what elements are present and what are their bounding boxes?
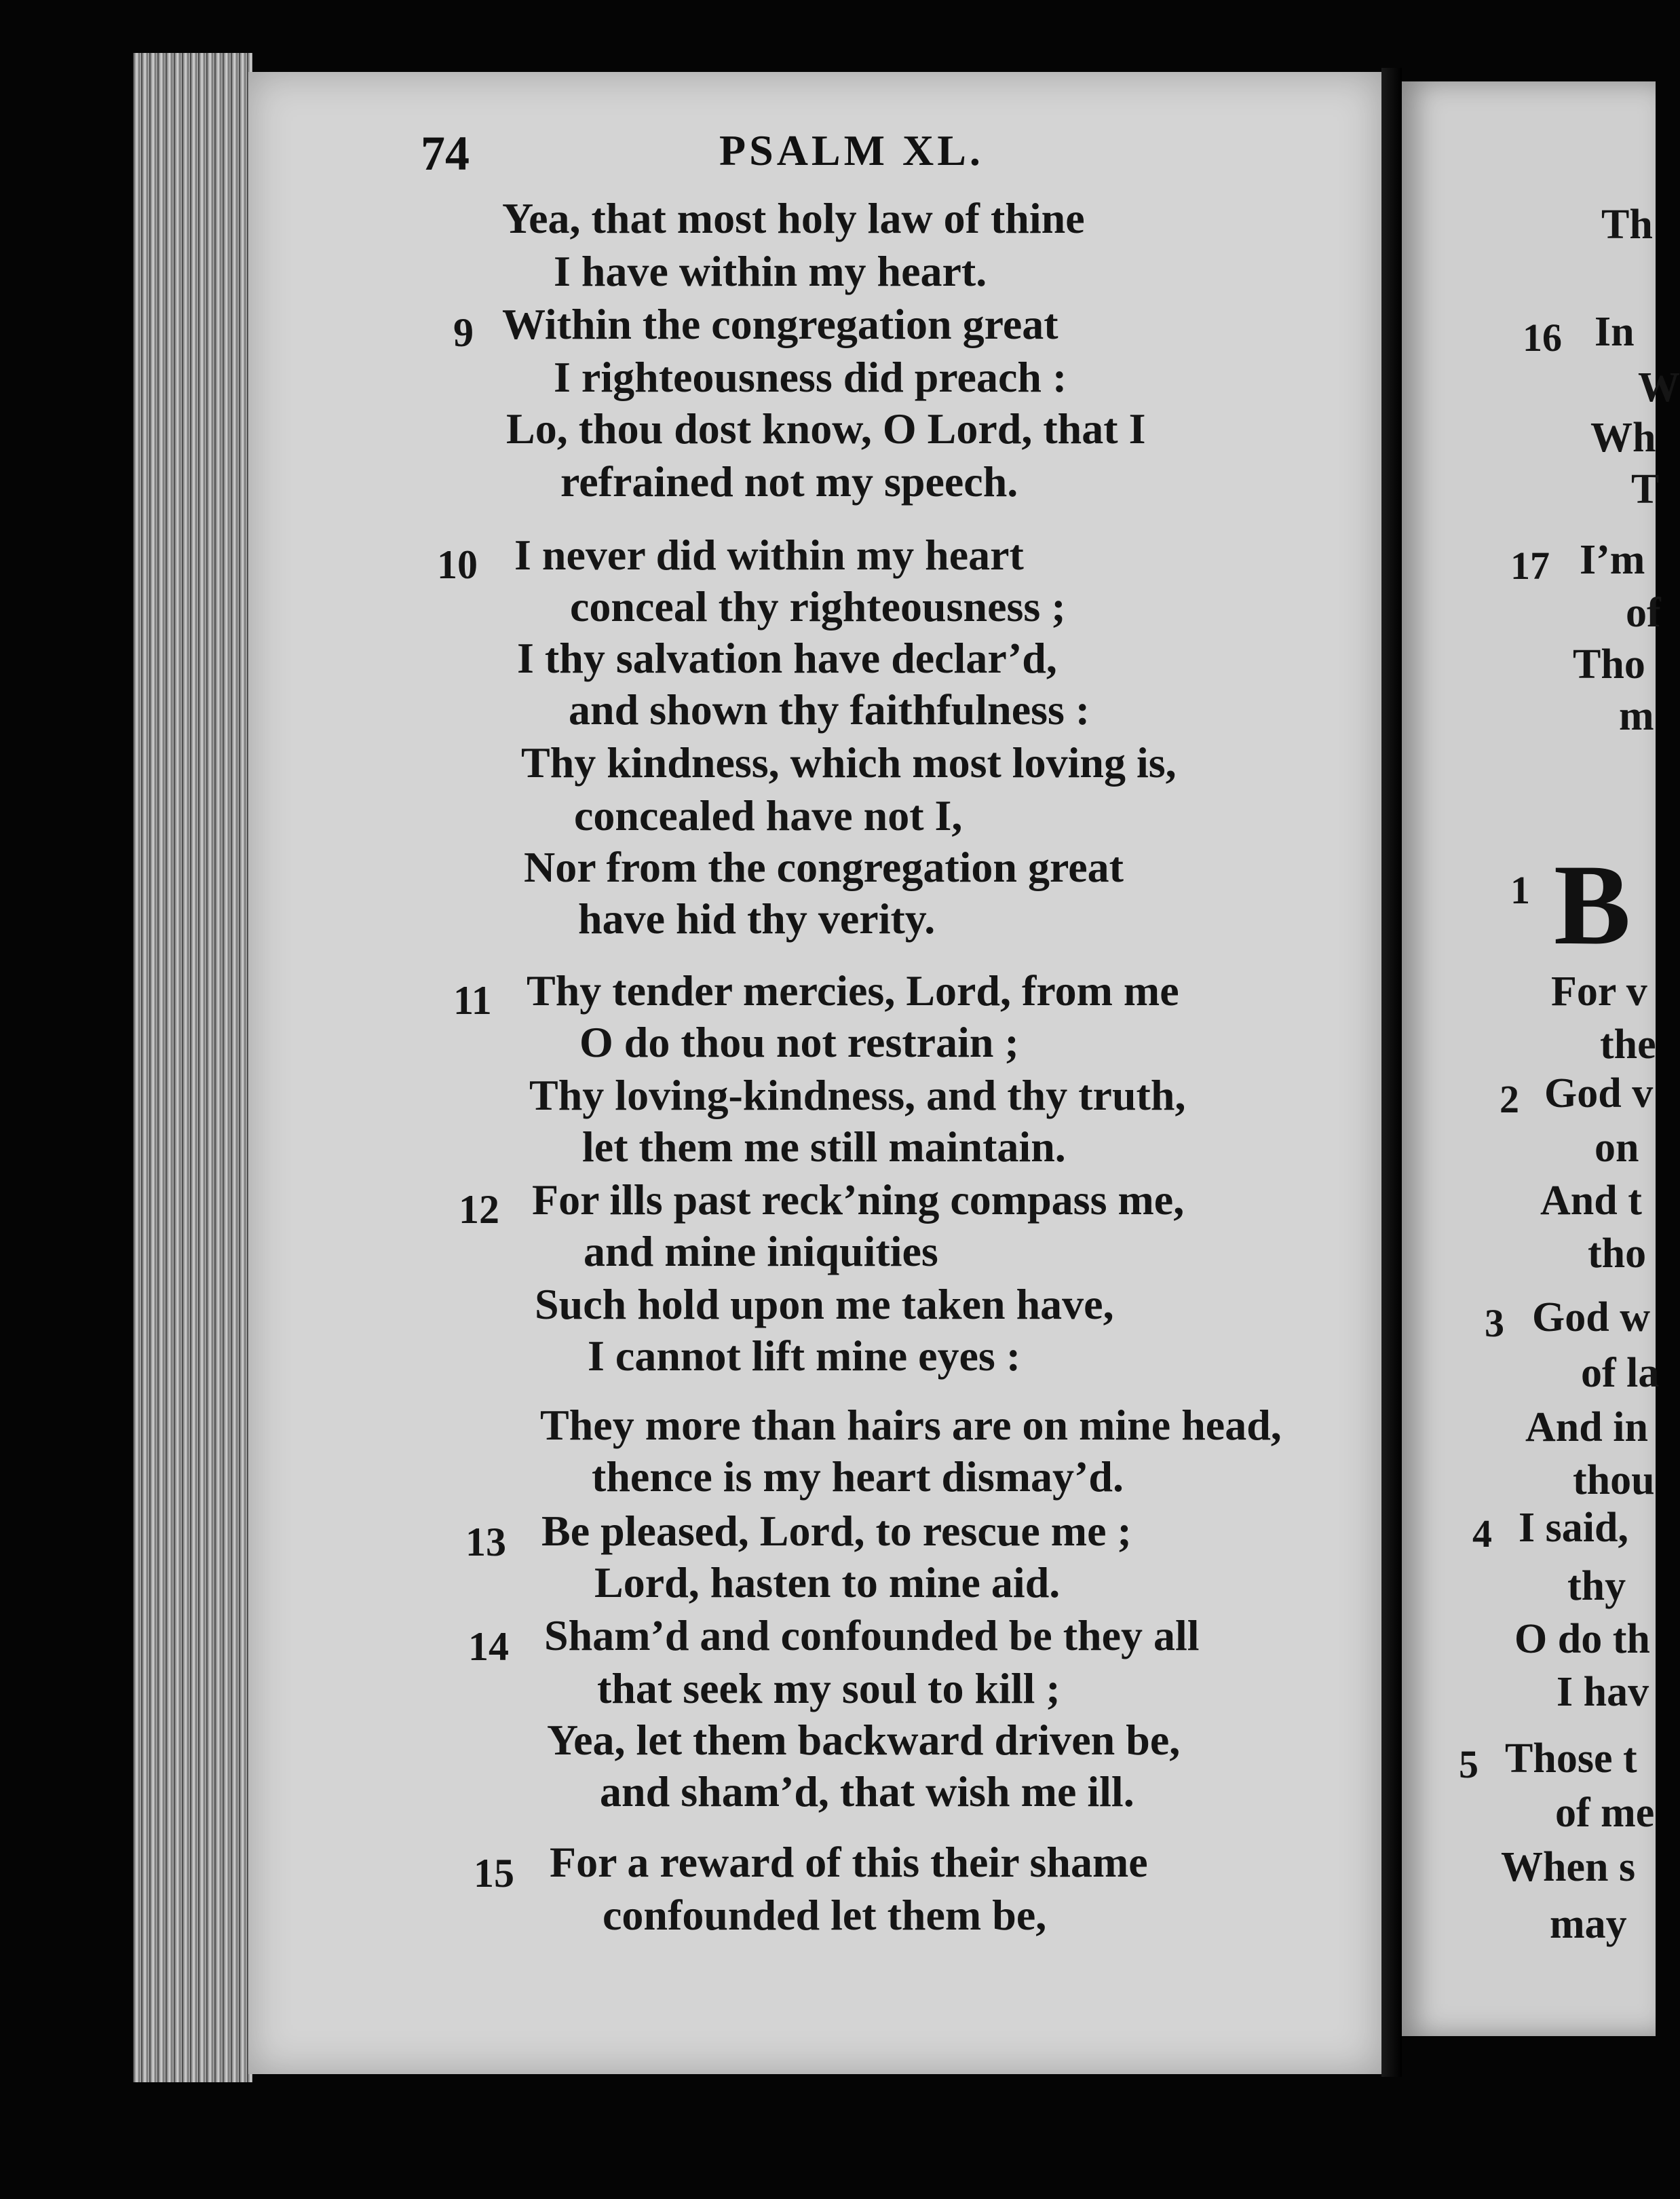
right-page-verse-number: 5 xyxy=(1459,1742,1478,1786)
right-page-line: When s xyxy=(1501,1844,1636,1890)
verse-line: Yea, let them backward driven be, xyxy=(547,1716,1181,1764)
page-number: 74 xyxy=(421,126,470,181)
right-page-line: Th xyxy=(1601,202,1653,248)
running-title: PSALM XL. xyxy=(719,126,984,174)
book-gutter xyxy=(1381,68,1402,2077)
right-page-line: Wh xyxy=(1590,415,1656,461)
verse-line: confounded let them be, xyxy=(603,1891,1047,1939)
verse-line: and shown thy faithfulness : xyxy=(569,685,1090,734)
right-page-line: of xyxy=(1626,590,1661,636)
right-page-line: God v xyxy=(1544,1070,1654,1116)
right-page-verse-number: 17 xyxy=(1510,544,1550,588)
right-page-line: of me xyxy=(1555,1790,1655,1836)
verse-number: 11 xyxy=(453,978,492,1023)
right-page-line: I hav xyxy=(1557,1669,1649,1715)
verse-line: I never did within my heart xyxy=(514,531,1024,579)
verse-line: Be pleased, Lord, to rescue me ; xyxy=(541,1507,1132,1555)
verse-line: For ills past reck’ning compass me, xyxy=(532,1176,1185,1224)
verse-number: 12 xyxy=(459,1187,499,1232)
right-page-line: O do th xyxy=(1514,1616,1650,1662)
right-page-line: Those t xyxy=(1505,1735,1637,1782)
verse-line: Within the congregation great xyxy=(502,300,1058,348)
verse-line: For a reward of this their shame xyxy=(550,1838,1148,1886)
right-page-line: And t xyxy=(1540,1178,1642,1224)
right-page-verse-number: 4 xyxy=(1472,1511,1492,1556)
verse-line: have hid thy verity. xyxy=(578,895,936,943)
verse-number: 14 xyxy=(468,1624,509,1669)
verse-line: I righteousness did preach : xyxy=(554,353,1067,401)
right-page-line: m xyxy=(1619,693,1654,739)
verse-line: O do thou not restrain ; xyxy=(579,1018,1019,1066)
verse-line: refrained not my speech. xyxy=(560,457,1018,506)
right-page-line: W xyxy=(1638,364,1680,411)
right-page-verse-number: 1 xyxy=(1510,868,1530,912)
verse-line: Lord, hasten to mine aid. xyxy=(594,1558,1061,1606)
verse-line: Thy tender mercies, Lord, from me xyxy=(527,966,1179,1015)
verse-line: Lo, thou dost know, O Lord, that I xyxy=(506,405,1146,453)
right-page-line: may xyxy=(1550,1901,1627,1947)
verse-line: Sham’d and confounded be they all xyxy=(544,1611,1200,1659)
verse-line: conceal thy righteousness ; xyxy=(570,582,1066,631)
verse-line: They more than hairs are on mine head, xyxy=(540,1401,1282,1449)
verse-line: concealed have not I, xyxy=(574,791,963,840)
right-page-line: I said, xyxy=(1519,1505,1628,1551)
right-page-line: of la xyxy=(1581,1350,1660,1396)
verse-line: Such hold upon me taken have, xyxy=(535,1280,1114,1328)
verse-line: and sham’d, that wish me ill. xyxy=(600,1767,1134,1816)
right-page-line: I’m xyxy=(1580,537,1645,583)
right-page-verse-number: 2 xyxy=(1500,1077,1519,1121)
right-page-line: And in xyxy=(1525,1404,1648,1450)
right-page-line: tho xyxy=(1588,1230,1647,1277)
verse-line: Thy kindness, which most loving is, xyxy=(521,738,1177,787)
verse-line: thence is my heart dismay’d. xyxy=(592,1452,1124,1501)
right-page-line: Tho xyxy=(1573,641,1645,688)
verse-line: I have within my heart. xyxy=(554,247,987,295)
right-page-line: on xyxy=(1595,1125,1639,1171)
verse-line: and mine iniquities xyxy=(584,1227,938,1275)
drop-cap: B xyxy=(1554,841,1631,969)
right-page-verse-number: 3 xyxy=(1485,1301,1504,1345)
verse-line: I cannot lift mine eyes : xyxy=(588,1332,1021,1380)
verse-number: 15 xyxy=(474,1851,514,1896)
right-page-line: thy xyxy=(1567,1563,1626,1609)
verse-number: 13 xyxy=(465,1520,506,1564)
right-page-line: In xyxy=(1595,309,1635,355)
verse-line: that seek my soul to kill ; xyxy=(597,1664,1061,1712)
verse-line: let them me still maintain. xyxy=(582,1123,1066,1171)
right-page-line: the xyxy=(1600,1021,1656,1068)
right-page-line: thou xyxy=(1573,1457,1655,1503)
right-page-line: For v xyxy=(1551,969,1647,1015)
verse-line: Nor from the congregation great xyxy=(524,843,1124,891)
verse-number: 9 xyxy=(453,310,474,355)
verse-line: I thy salvation have declar’d, xyxy=(517,634,1057,682)
right-page-line: T xyxy=(1631,466,1660,512)
verse-line: Thy loving-kindness, and thy truth, xyxy=(529,1071,1186,1119)
book-page-edges xyxy=(133,53,252,2082)
verse-number: 10 xyxy=(437,542,478,587)
right-page-line: God w xyxy=(1532,1294,1650,1340)
right-page-verse-number: 16 xyxy=(1523,316,1562,360)
verse-line: Yea, that most holy law of thine xyxy=(502,194,1085,242)
